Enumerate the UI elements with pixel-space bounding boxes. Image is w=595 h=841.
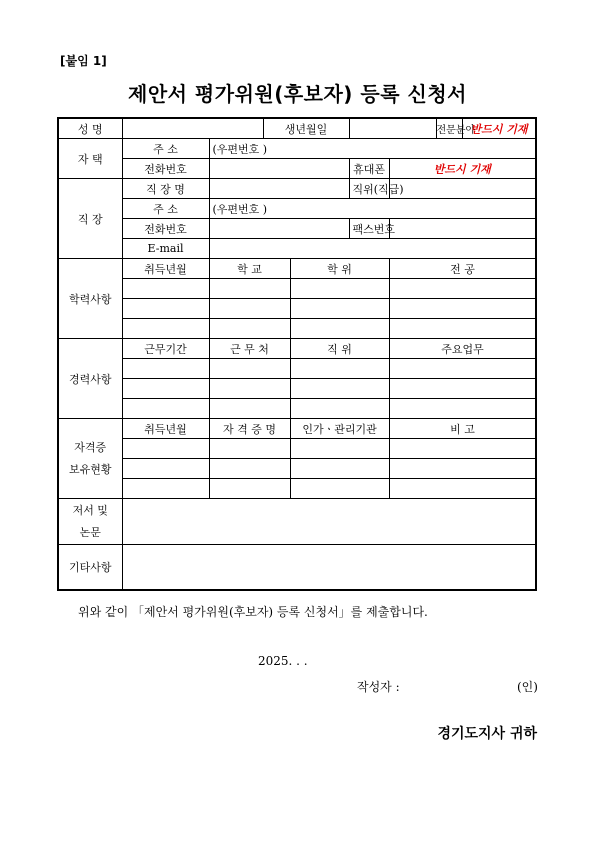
career-col-period: 근무기간 — [122, 339, 209, 359]
license-cell[interactable] — [209, 459, 290, 479]
work-name-row — [58, 179, 536, 199]
education-col-degree: 학 위 — [290, 259, 389, 279]
papers-row — [58, 499, 536, 545]
work-phone-row — [58, 219, 536, 239]
career-cell[interactable] — [209, 379, 290, 399]
career-col-position: 직 위 — [290, 339, 389, 359]
seal-mark: (인) — [517, 680, 538, 694]
name-label: 성 명 — [58, 118, 122, 139]
home-address-row — [58, 139, 536, 159]
license-cell[interactable] — [389, 479, 536, 499]
career-cell[interactable] — [122, 379, 209, 399]
education-col-date: 취득년월 — [122, 259, 209, 279]
career-row — [58, 379, 536, 399]
education-cell[interactable] — [389, 279, 536, 299]
workplace-input[interactable] — [209, 179, 349, 199]
license-cell[interactable] — [122, 459, 209, 479]
career-cell[interactable] — [122, 359, 209, 379]
work-address-row — [58, 199, 536, 219]
papers-label-line1: 저서 및 — [72, 503, 108, 517]
education-cell[interactable] — [290, 319, 389, 339]
license-header-row — [58, 419, 536, 439]
education-cell[interactable] — [122, 299, 209, 319]
license-col-note: 비 고 — [389, 419, 536, 439]
field-label-text: 전문분야 — [436, 125, 476, 136]
license-cell[interactable] — [290, 459, 389, 479]
work-phone-label: 전화번호 — [122, 219, 209, 239]
license-cell[interactable] — [290, 439, 389, 459]
field-label — [436, 118, 476, 139]
career-cell[interactable] — [122, 399, 209, 419]
attachment-label: [붙임 1] — [60, 54, 107, 68]
home-address-input[interactable]: (우편번호 ) — [209, 139, 536, 159]
education-cell[interactable] — [389, 319, 536, 339]
license-label-line1: 자격증 — [74, 440, 107, 454]
name-input[interactable] — [122, 118, 263, 139]
fax-label: 팩스번호 — [349, 219, 389, 239]
home-section-label: 자 택 — [58, 139, 122, 179]
license-section-label — [58, 419, 122, 499]
education-cell[interactable] — [122, 319, 209, 339]
license-cell[interactable] — [209, 439, 290, 459]
home-phone-input[interactable] — [209, 159, 349, 179]
work-address-label: 주 소 — [122, 199, 209, 219]
work-email-row — [58, 239, 536, 259]
position-input[interactable] — [389, 179, 536, 199]
other-input[interactable] — [122, 545, 536, 591]
papers-input[interactable] — [122, 499, 536, 545]
license-cell[interactable] — [122, 439, 209, 459]
career-cell[interactable] — [290, 359, 389, 379]
license-cell[interactable] — [290, 479, 389, 499]
career-cell[interactable] — [389, 359, 536, 379]
mobile-required-note[interactable]: 반드시 기재 — [389, 159, 536, 179]
other-row — [58, 545, 536, 591]
work-address-input[interactable]: (우편번호 ) — [209, 199, 536, 219]
education-header-row — [58, 259, 536, 279]
license-row — [58, 479, 536, 499]
career-col-duties: 주요업무 — [389, 339, 536, 359]
papers-label — [58, 499, 122, 545]
career-cell[interactable] — [209, 399, 290, 419]
field-required-note: 반드시 기재 — [462, 118, 536, 139]
form-title: 제안서 평가위원(후보자) 등록 신청서 — [128, 82, 467, 106]
work-phone-input[interactable] — [209, 219, 349, 239]
license-cell[interactable] — [209, 479, 290, 499]
education-section-label: 학력사항 — [58, 259, 122, 339]
license-col-name: 자 격 증 명 — [209, 419, 290, 439]
education-cell[interactable] — [122, 279, 209, 299]
mobile-label: 휴대폰 — [349, 159, 389, 179]
career-section-label: 경력사항 — [58, 339, 122, 419]
career-header-row — [58, 339, 536, 359]
other-label: 기타사항 — [58, 545, 122, 591]
education-cell[interactable] — [290, 279, 389, 299]
home-phone-row — [58, 159, 536, 179]
career-row — [58, 359, 536, 379]
email-label: E-mail — [122, 239, 209, 259]
birth-label: 생년월일 — [263, 118, 349, 139]
work-section-label: 직 장 — [58, 179, 122, 259]
birth-input[interactable] — [349, 118, 436, 139]
license-label-line2: 보유현황 — [68, 462, 112, 476]
license-cell[interactable] — [389, 439, 536, 459]
fax-input[interactable] — [389, 219, 536, 239]
workplace-label: 직 장 명 — [122, 179, 209, 199]
education-cell[interactable] — [290, 299, 389, 319]
education-row — [58, 319, 536, 339]
license-col-issuer: 인가ㆍ관리기관 — [290, 419, 389, 439]
education-cell[interactable] — [209, 299, 290, 319]
career-cell[interactable] — [389, 399, 536, 419]
education-cell[interactable] — [209, 319, 290, 339]
submission-statement: 위와 같이 「제안서 평가위원(후보자) 등록 신청서」를 제출합니다. — [78, 605, 428, 619]
education-cell[interactable] — [209, 279, 290, 299]
application-form — [57, 117, 537, 591]
career-cell[interactable] — [389, 379, 536, 399]
education-cell[interactable] — [389, 299, 536, 319]
home-address-label: 주 소 — [122, 139, 209, 159]
education-col-major: 전 공 — [389, 259, 536, 279]
career-cell[interactable] — [290, 399, 389, 419]
license-cell[interactable] — [389, 459, 536, 479]
email-input[interactable] — [209, 239, 536, 259]
license-row — [58, 439, 536, 459]
home-phone-label: 전화번호 — [122, 159, 209, 179]
education-col-school: 학 교 — [209, 259, 290, 279]
license-col-date: 취득년월 — [122, 419, 209, 439]
career-col-workplace: 근 무 처 — [209, 339, 290, 359]
position-label: 직위(직급) — [349, 179, 389, 199]
education-row — [58, 299, 536, 319]
papers-label-line2: 논문 — [79, 525, 101, 539]
career-cell[interactable] — [209, 359, 290, 379]
recipient: 경기도지사 귀하 — [437, 726, 537, 742]
education-row — [58, 279, 536, 299]
basic-info-row — [58, 118, 536, 139]
license-row — [58, 459, 536, 479]
submission-date: 2025. . . — [258, 654, 308, 668]
career-row — [58, 399, 536, 419]
writer-label: 작성자 : — [357, 680, 400, 694]
license-cell[interactable] — [122, 479, 209, 499]
career-cell[interactable] — [290, 379, 389, 399]
